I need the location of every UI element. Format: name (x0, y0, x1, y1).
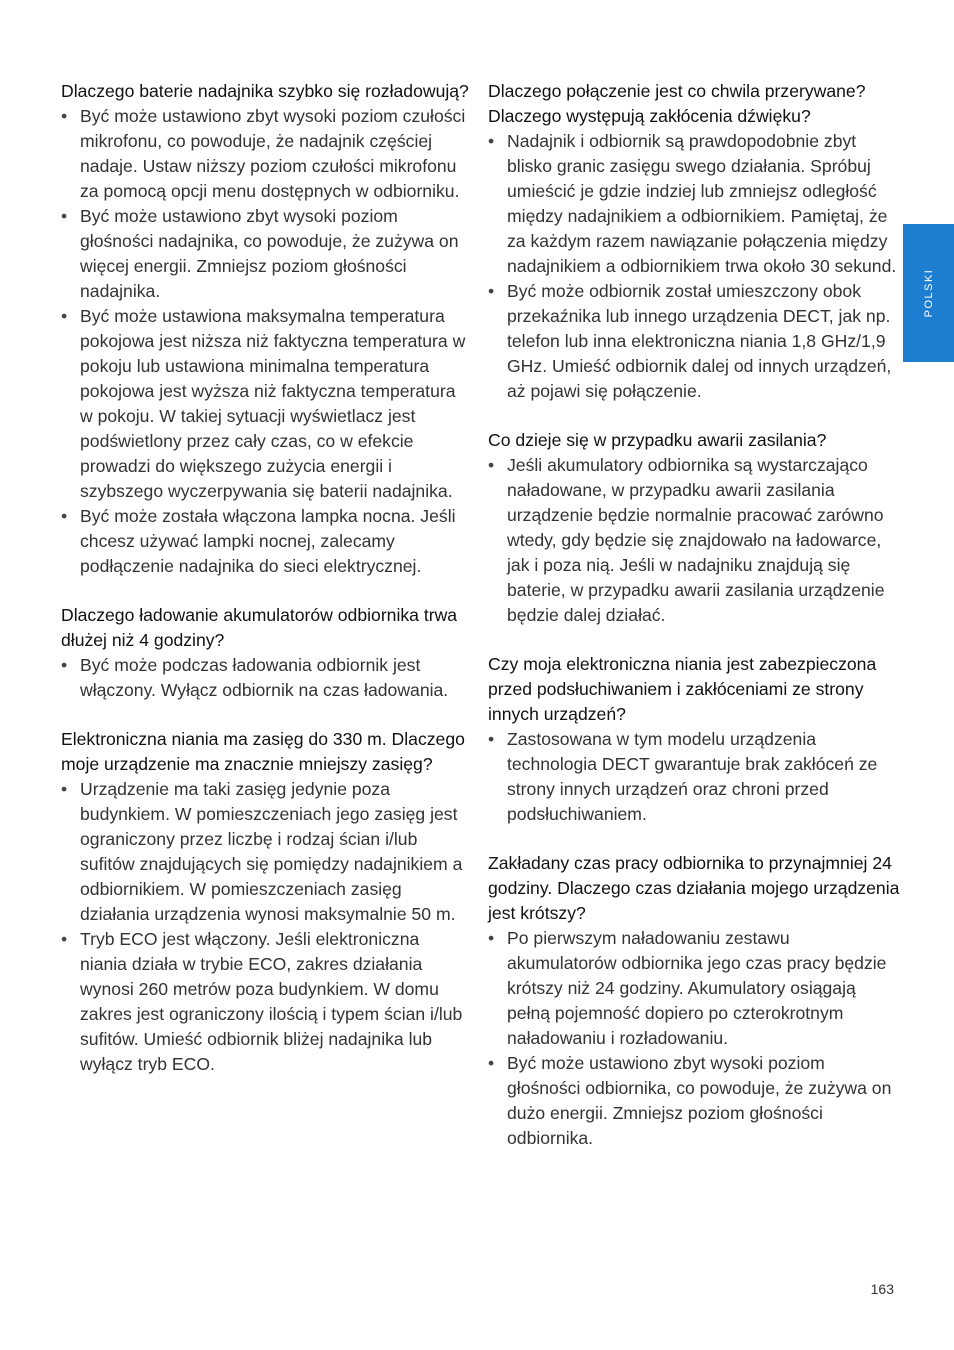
faq-question: Co dzieje się w przypadku awarii zasilania? (488, 430, 827, 450)
faq-answer-list (61, 653, 471, 703)
faq-answer: • Jeśli akumulatory odbiornika są wystarczająco naładowane, w przypadku awarii zasilania urządzenie będzie normalnie pracować zarówno wtedy, gdy będzie się znajdowało na ładowarce, jak i poza nią. Jeśli w nadajniku znajdują się baterie, w przypadku awarii zasilania urządzenie będzie dalej działać. (488, 453, 902, 628)
language-tab-label: POLSKI (922, 268, 935, 318)
faq-answer-list (488, 453, 902, 628)
language-tab (903, 224, 954, 362)
faq-answer-list (488, 926, 902, 1151)
page-number: 163 (870, 1281, 894, 1297)
faq-answer: • Urządzenie ma taki zasięg jedynie poza budynkiem. W pomieszczeniach jego zasięg jest ograniczony przez liczbę i rodzaj ścian i/lub sufitów znajdujących się pomiędzy nadajnikiem a odbiornikiem. W pomieszczeniach zasięg działania urządzenia wynosi maksymalnie 50 m. (61, 777, 471, 927)
faq-answer: • Być może ustawiono zbyt wysoki poziom głośności nadajnika, co powoduje, że zużywa on więcej energii. Zmniejsz poziom głośności nadajnika. (61, 204, 471, 304)
faq-answer: • Być może została włączona lampka nocna. Jeśli chcesz używać lampki nocnej, zalecamy podłączenie nadajnika do sieci elektrycznej. (61, 504, 471, 579)
faq-question: Dlaczego ładowanie akumulatorów odbiornika trwa dłużej niż 4 godziny? (61, 605, 458, 650)
faq-item (488, 851, 902, 1151)
faq-answer-list (488, 727, 902, 827)
left-column (61, 79, 471, 1101)
faq-answer-list (61, 104, 471, 579)
right-column (488, 79, 902, 1175)
faq-answer: • Tryb ECO jest włączony. Jeśli elektroniczna niania działa w trybie ECO, zakres działania wynosi 260 metrów poza budynkiem. W domu zakres jest ograniczony ilością i typem ścian i/lub sufitów. Umieść odbiornik bliżej nadajnika lub wyłącz tryb ECO. (61, 927, 471, 1077)
faq-answer: • Być może ustawiono zbyt wysoki poziom głośności odbiornika, co powoduje, że zużywa on dużo energii. Zmniejsz poziom głośności odbiornika. (488, 1051, 902, 1151)
faq-question: Dlaczego baterie nadajnika szybko się rozładowują? (61, 81, 469, 101)
faq-answer: • Być może podczas ładowania odbiornik jest włączony. Wyłącz odbiornik na czas ładowania. (61, 653, 471, 703)
faq-answer: • Być może ustawiono zbyt wysoki poziom czułości mikrofonu, co powoduje, że nadajnik częściej nadaje. Ustaw niższy poziom czułości mikrofonu za pomocą opcji menu dostępnych w odbiorniku. (61, 104, 471, 204)
faq-question: Zakładany czas pracy odbiornika to przynajmniej 24 godziny. Dlaczego czas działania mojego urządzenia jest krótszy? (488, 853, 900, 923)
faq-item (61, 727, 471, 1077)
faq-item (61, 79, 471, 579)
faq-answer: • Nadajnik i odbiornik są prawdopodobnie zbyt blisko granic zasięgu swego działania. Spróbuj umieścić je gdzie indziej lub zmniejsz odległość między nadajnikiem a odbiornikiem. Pamiętaj, że za każdym razem nawiązanie połączenia między nadajnikiem a odbiornikiem trwa około 30 sekund. (488, 129, 902, 279)
faq-item (488, 652, 902, 827)
faq-answer: • Po pierwszym naładowaniu zestawu akumulatorów odbiornika jego czas pracy będzie krótszy niż 24 godziny. Akumulatory osiągają pełną pojemność dopiero po czterokrotnym naładowaniu i rozładowaniu. (488, 926, 902, 1051)
faq-question: Elektroniczna niania ma zasięg do 330 m. Dlaczego moje urządzenie ma znacznie mniejszy zasięg? (61, 729, 465, 774)
faq-item (61, 603, 471, 703)
faq-answer: • Być może odbiornik został umieszczony obok przekaźnika lub innego urządzenia DECT, jak np. telefon lub inna elektroniczna niania 1,8 GHz/1,9 GHz. Umieść odbiornik dalej od innych urządzeń, aż pojawi się połączenie. (488, 279, 902, 404)
faq-item (488, 428, 902, 628)
faq-answer: • Zastosowana w tym modelu urządzenia technologia DECT gwarantuje brak zakłóceń ze strony innych urządzeń oraz chroni przed podsłuchiwaniem. (488, 727, 902, 827)
faq-answer-list (488, 129, 902, 404)
faq-answer-list (61, 777, 471, 1077)
faq-answer: • Być może ustawiona maksymalna temperatura pokojowa jest niższa niż faktyczna temperatura w pokoju lub ustawiona minimalna temperatura pokojowa jest wyższa niż faktyczna temperatura w pokoju. W takiej sytuacji wyświetlacz jest podświetlony przez cały czas, co w efekcie prowadzi do większego zużycia energii i szybszego wyczerpywania się baterii nadajnika. (61, 304, 471, 504)
faq-item (488, 79, 902, 404)
faq-question: Dlaczego połączenie jest co chwila przerywane? Dlaczego występują zakłócenia dźwięku? (488, 81, 866, 126)
faq-question: Czy moja elektroniczna niania jest zabezpieczona przed podsłuchiwaniem i zakłóceniami ze strony innych urządzeń? (488, 654, 877, 724)
